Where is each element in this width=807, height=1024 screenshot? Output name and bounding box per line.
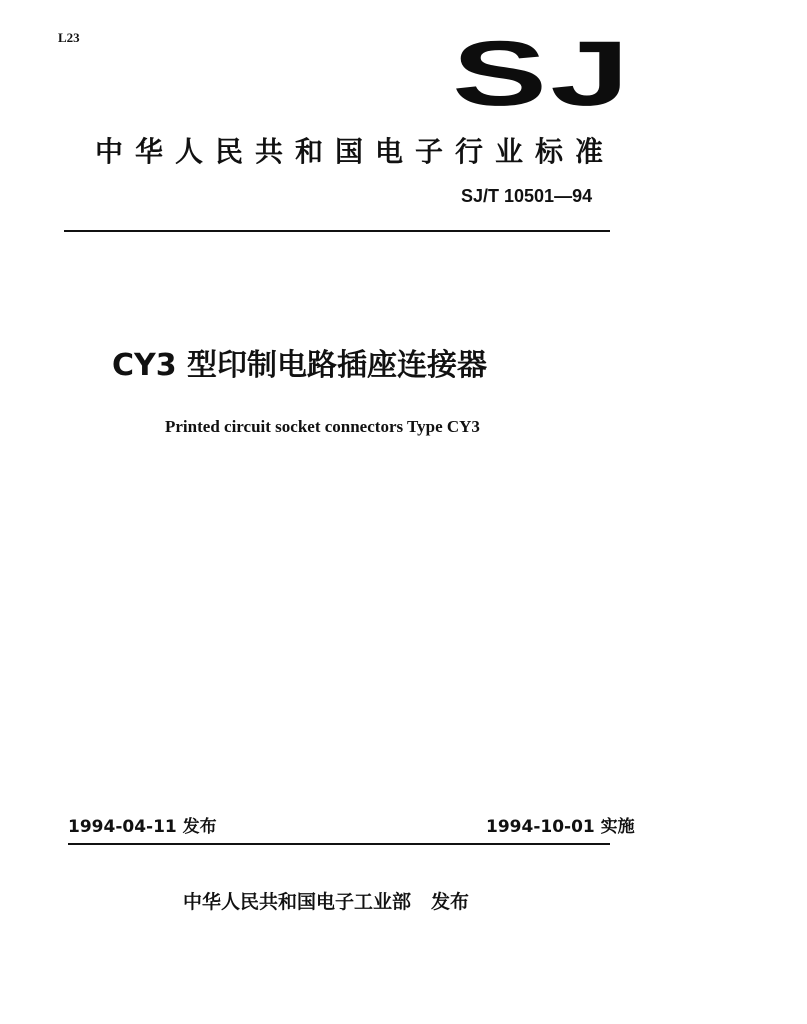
sj-logo: SJ: [452, 23, 633, 125]
effective-date: 1994-10-01 实施: [486, 817, 635, 837]
standard-type-heading: 中华人民共和国电子行业标准: [95, 135, 616, 168]
publisher-action: 发布: [431, 891, 470, 913]
document-title-english: Printed circuit socket connectors Type CY3: [165, 417, 480, 436]
top-divider: [64, 230, 610, 232]
bottom-divider: [68, 843, 610, 845]
publisher-line: [183, 887, 469, 914]
publisher-name: 中华人民共和国电子工业部: [183, 891, 412, 913]
issue-date: 1994-04-11 发布: [68, 817, 217, 837]
classification-code: L23: [58, 30, 80, 45]
standard-number: SJ/T 10501—94: [461, 186, 593, 206]
document-title-chinese: CY3 型印制电路插座连接器: [112, 348, 488, 383]
